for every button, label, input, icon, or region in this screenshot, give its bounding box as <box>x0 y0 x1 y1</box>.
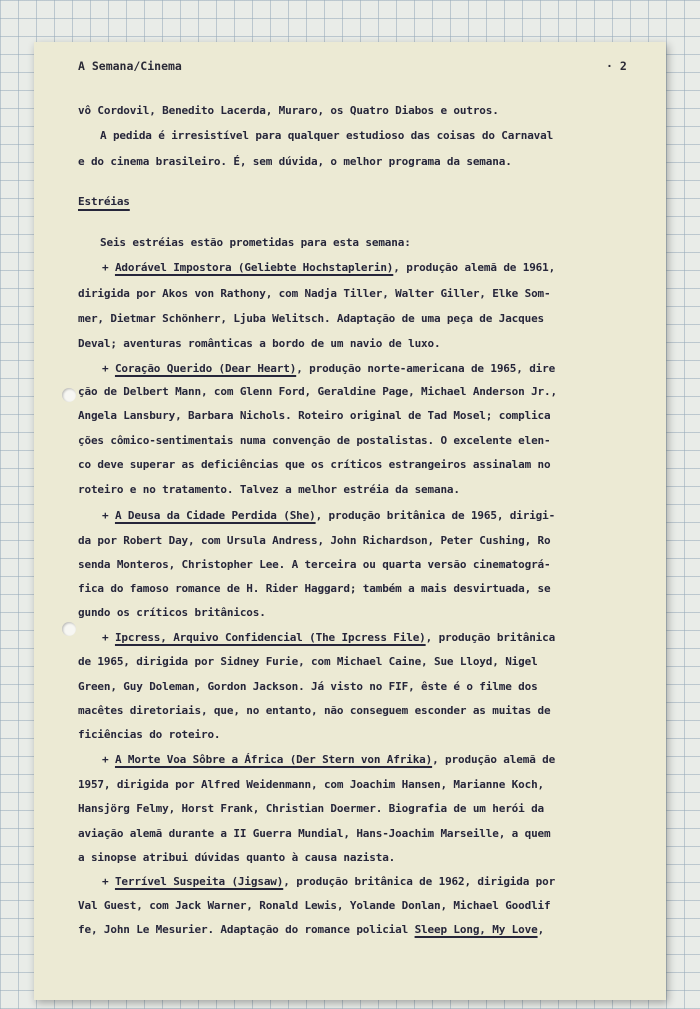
film-title: Terrível Suspeita (Jigsaw) <box>114 875 284 888</box>
punch-hole <box>62 388 76 402</box>
film-text: , produção alemã de 1961, <box>393 261 556 274</box>
text-line <box>78 924 544 935</box>
film-entry-first-line <box>102 363 555 374</box>
text-line: Green, Guy Doleman, Gordon Jackson. Já visto no FIF, êste é o filme dos <box>78 680 538 693</box>
text-line: de 1965, dirigida por Sidney Furie, com Michael Caine, Sue Lloyd, Nigel <box>78 655 538 668</box>
text-line: ção de Delbert Mann, com Glenn Ford, Geraldine Page, Michael Anderson Jr., <box>78 385 557 398</box>
text-line: roteiro e no tratamento. Talvez a melhor estréia da semana. <box>78 483 460 496</box>
film-text: , produção norte-americana de 1965, dire <box>296 362 556 375</box>
bullet-mark: + <box>102 631 115 644</box>
film-title: Coração Querido (Dear Heart) <box>114 362 297 375</box>
text-line: A pedida é irresistível para qualquer estudioso das coisas do Carnaval <box>100 129 554 142</box>
text-line: Val Guest, com Jack Warner, Ronald Lewis, Yolande Donlan, Michael Goodlif <box>78 899 551 912</box>
film-title: A Deusa da Cidade Perdida (She) <box>114 509 316 522</box>
text-line: e do cinema brasileiro. É, sem dúvida, o melhor programa da semana. <box>78 155 512 168</box>
film-text: , <box>537 923 545 936</box>
text-line: gundo os críticos britânicos. <box>78 606 266 619</box>
punch-hole <box>62 622 76 636</box>
text-line: Deval; aventuras românticas a bordo de um navio de luxo. <box>78 337 441 350</box>
page-number: · 2 <box>606 59 627 73</box>
section-lead: Seis estréias estão prometidas para esta semana: <box>100 236 411 249</box>
film-text: , produção alemã de <box>432 753 556 766</box>
film-entry-first-line <box>102 754 555 765</box>
text-line: a sinopse atribui dúvidas quanto à causa nazista. <box>78 851 396 864</box>
text-line: aviação alemã durante a II Guerra Mundial, Hans-Joachim Marseille, a quem <box>78 827 551 840</box>
film-text: , produção britânica de 1962, dirigida por <box>283 875 556 888</box>
film-text: , produção britânica <box>425 631 556 644</box>
film-entry-first-line <box>102 510 555 521</box>
bullet-mark: + <box>102 362 115 375</box>
film-title: A Morte Voa Sôbre a África (Der Stern von Afrika) <box>114 753 433 766</box>
section-heading: Estréias <box>78 195 130 208</box>
film-entry-first-line <box>102 262 555 273</box>
text-line: fica do famoso romance de H. Rider Haggard; também a mais desvirtuada, se <box>78 582 551 595</box>
novel-title: Sleep Long, My Love <box>414 923 538 936</box>
text-line: dirigida por Akos von Rathony, com Nadja Tiller, Walter Giller, Elke Som- <box>78 287 551 300</box>
text-line: vô Cordovil, Benedito Lacerda, Muraro, os Quatro Diabos e outros. <box>78 104 499 117</box>
text-line: Angela Lansbury, Barbara Nichols. Roteiro original de Tad Mosel; complica <box>78 409 551 422</box>
film-text: , produção britânica de 1965, dirigi- <box>315 509 556 522</box>
text-line: macêtes diretoriais, que, no entanto, não conseguem esconder as muitas de <box>78 704 551 717</box>
text-line: 1957, dirigida por Alfred Weidenmann, com Joachim Hansen, Marianne Koch, <box>78 778 545 791</box>
film-title: Adorável Impostora (Geliebte Hochstaplerin) <box>114 261 394 274</box>
bullet-mark: + <box>102 753 115 766</box>
bullet-mark: + <box>102 875 115 888</box>
text-line: ções cômico-sentimentais numa convenção de postalistas. O excelente elen- <box>78 434 551 447</box>
text-line: senda Monteros, Christopher Lee. A terceira ou quarta versão cinematográ- <box>78 558 551 571</box>
text-line: co deve superar as deficiências que os críticos estrangeiros assinalam no <box>78 458 551 471</box>
film-entry-first-line <box>102 632 555 643</box>
bullet-mark: + <box>102 261 115 274</box>
text-line: da por Robert Day, com Ursula Andress, John Richardson, Peter Cushing, Ro <box>78 534 551 547</box>
film-entry-first-line <box>102 876 555 887</box>
text-line: ficiências do roteiro. <box>78 728 221 741</box>
text-line: mer, Dietmar Schönherr, Ljuba Welitsch. Adaptação de uma peça de Jacques <box>78 312 545 325</box>
page-header-section: A Semana/Cinema <box>78 59 182 73</box>
bullet-mark: + <box>102 509 115 522</box>
film-title: Ipcress, Arquivo Confidencial (The Ipcress File) <box>114 631 426 644</box>
text-line: Hansjörg Felmy, Horst Frank, Christian Doermer. Biografia de um herói da <box>78 802 545 815</box>
film-text: fe, John Le Mesurier. Adaptação do romance policial <box>78 923 415 936</box>
